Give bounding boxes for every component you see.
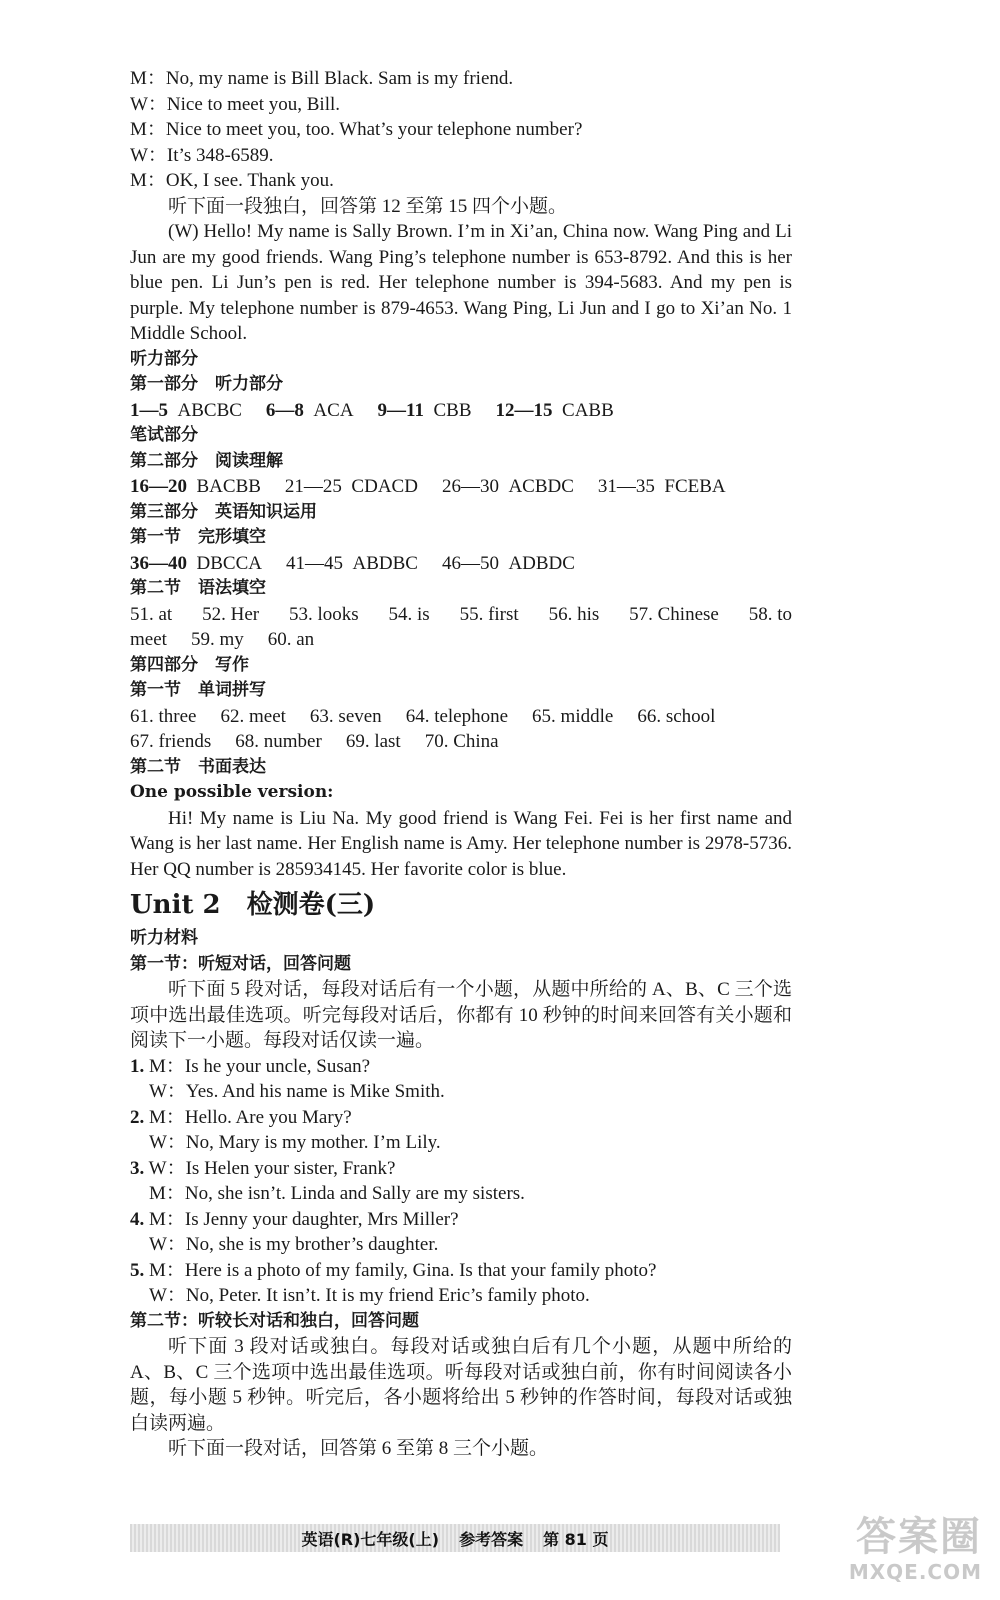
section1-title: 第一节：听短对话，回答问题 — [130, 953, 351, 974]
answer-item: 64. telephone — [405, 705, 509, 727]
dialogue-number: 2. — [130, 1106, 145, 1128]
answer-item: meet — [130, 629, 167, 650]
answer-item: 68. number — [235, 731, 322, 752]
dialogue-line: W：It’s 348-6589. — [130, 144, 274, 166]
answer-range: 6—8 — [265, 399, 304, 421]
watermark-logo-text: 答案圈 — [856, 1514, 982, 1560]
answer-item: 51. at — [130, 603, 173, 625]
instruction-12-15: 听下面一段独白，回答第 12 至第 15 四个小题。 — [168, 195, 568, 217]
heading-part4: 第四部分 写作 — [130, 654, 249, 675]
page-footer — [130, 1524, 780, 1552]
answers-cloze — [130, 551, 792, 577]
footer-label: 参考答案 — [459, 1529, 524, 1549]
dialogue-1 — [130, 1054, 792, 1105]
section1-instruction: 听下面 5 段对话，每段对话后有一个小题，从题中所给的 A、B、C 三个选项中选出最佳选项。听完每段对话后，你都有 10 秒钟的时间来回答有关小题和阅读下一小题。每段对话仅读一遍。 — [130, 979, 792, 1051]
dialogue-line: M：No, she isn’t. Linda and Sally are my sisters. — [149, 1183, 525, 1204]
answer-value: FCEBA — [664, 476, 726, 497]
answer-item: 59. my — [190, 629, 244, 650]
section2-title: 第二节：听较长对话和独白，回答问题 — [130, 1310, 419, 1331]
answer-value: BACBB — [196, 476, 261, 497]
dialogue-line: W：No, Mary is my mother. I’m Lily. — [149, 1132, 441, 1153]
dialogue-line: M：Nice to meet you, too. What’s your telephone number? — [130, 119, 583, 140]
dialogue-5 — [130, 1258, 792, 1309]
section2-instruction: 听下面 3 段对话或独白。每段对话或独白后有几个小题，从题中所给的 A、B、C 三个选项中选出最佳选项。听每段对话或独白前，你有时间阅读各小题，每小题 5 秒钟。听完后，各小题将给出 5 秒钟的作答时间，每段对话或独白读两遍。 — [130, 1336, 792, 1434]
answer-range: 46—50 — [441, 552, 499, 574]
dialogue-line: M：Hello. Are you Mary? — [149, 1106, 352, 1128]
answers-reading — [130, 474, 792, 500]
answer-value: CABB — [562, 399, 614, 421]
dialogue-number: 3. — [130, 1157, 145, 1179]
answer-value: DBCCA — [196, 552, 262, 574]
monologue-text: (W) Hello! My name is Sally Brown. I’m in Xi’an, China now. Wang Ping and Li Jun are my good friends. Wang Ping’s telephone number is 653-8792. And this is her blue pen. Li Jun’s pen is red. Her telephone number is 394-5683. And my pen is purple. My telephone number is 879-4653. Wang Ping, Li Jun and I go to Xi’an No. 1 Middle School. — [130, 221, 792, 344]
answers-grammar-line1 — [130, 602, 792, 628]
footer-subject: 英语(R)七年级(上) — [301, 1529, 440, 1549]
answers-listening — [130, 398, 792, 424]
answer-value: ADBDC — [508, 552, 575, 574]
answer-range: 31—35 — [597, 476, 655, 497]
unit-title: Unit 2 检测卷(三) — [130, 890, 376, 920]
heading-section1-spelling: 第一节 单词拼写 — [130, 680, 266, 700]
answer-item: 70. China — [424, 731, 499, 752]
watermark-url: MXQE.COM — [848, 1560, 982, 1584]
dialogue-4 — [130, 1207, 792, 1258]
answer-range: 16—20 — [130, 476, 187, 497]
answer-range: 12—15 — [495, 399, 553, 421]
dialogue-line: W：Nice to meet you, Bill. — [130, 93, 341, 115]
dialogue-line: W：Is Helen your sister, Frank? — [148, 1157, 396, 1179]
answer-range: 36—40 — [130, 552, 187, 574]
page-content — [130, 66, 792, 1462]
heading-section2-grammar: 第二节 语法填空 — [130, 578, 266, 598]
dialogue-line: M：No, my name is Bill Black. Sam is my friend. — [130, 68, 514, 89]
dialogue-line: M：Here is a photo of my family, Gina. Is that your family photo? — [149, 1259, 657, 1281]
listening-material-heading: 听力材料 — [130, 928, 198, 948]
dialogue-line: W：No, she is my brother’s daughter. — [149, 1234, 439, 1255]
answer-item: 63. seven — [309, 705, 382, 727]
heading-listening-part: 听力部分 — [130, 348, 198, 369]
heading-part1: 第一部分 听力部分 — [130, 374, 283, 394]
answer-range: 1—5 — [130, 399, 168, 421]
answer-item: 53. looks — [288, 603, 359, 625]
heading-written-part: 笔试部分 — [130, 425, 198, 445]
answer-value: ABCBC — [177, 399, 242, 421]
dialogue-line: W：Yes. And his name is Mike Smith. — [149, 1081, 445, 1102]
answer-value: CBB — [433, 399, 472, 421]
answer-range: 41—45 — [285, 552, 343, 574]
dialogue-3 — [130, 1156, 792, 1207]
dialogue-2 — [130, 1105, 792, 1156]
dialogue-line: M：OK, I see. Thank you. — [130, 170, 334, 191]
answer-value: ACBDC — [508, 476, 574, 497]
answer-item: 54. is — [388, 603, 430, 625]
answers-spelling-line2 — [130, 729, 792, 755]
answer-item: 57. Chinese — [629, 603, 719, 625]
answer-item: 69. last — [345, 731, 401, 752]
answer-item: 65. middle — [532, 705, 614, 727]
dialogue-line: M：Is he your uncle, Susan? — [149, 1055, 371, 1077]
answers-grammar-line2 — [130, 627, 792, 653]
answer-range: 26—30 — [441, 476, 499, 497]
dialogue-number: 1. — [130, 1055, 145, 1077]
heading-part2: 第二部分 阅读理解 — [130, 450, 283, 471]
answer-item: 55. first — [459, 603, 519, 625]
dialogue-number: 4. — [130, 1208, 145, 1230]
heading-section2-writing: 第二节 书面表达 — [130, 756, 266, 777]
answer-value: ABDBC — [352, 552, 418, 574]
answer-item: 66. school — [637, 705, 716, 727]
answer-value: CDACD — [351, 476, 418, 497]
instruction-6-8: 听下面一段对话，回答第 6 至第 8 三个小题。 — [168, 1438, 549, 1459]
dialogue-number: 5. — [130, 1259, 145, 1281]
essay-text: Hi! My name is Liu Na. My good friend is Wang Fei. Fei is her first name and Wang is her last name. Her English name is Amy. Her telephone number is 2978-5736. Her QQ number is 285934145. Her favorite color is blue. — [130, 807, 792, 880]
answer-item: 52. Her — [202, 603, 260, 625]
possible-version-label: One possible version: — [130, 782, 334, 802]
answer-item: 61. three — [130, 705, 197, 727]
answer-value: ACA — [313, 399, 354, 421]
answer-range: 21—25 — [284, 476, 342, 497]
heading-section1-cloze: 第一节 完形填空 — [130, 527, 266, 547]
answer-item: 62. meet — [220, 705, 286, 727]
watermark-logo — [792, 1514, 982, 1586]
answer-item: 56. his — [548, 603, 600, 625]
answer-item: 67. friends — [130, 731, 212, 752]
answers-spelling-line1 — [130, 704, 792, 730]
heading-part3: 第三部分 英语知识运用 — [130, 501, 317, 522]
answer-range: 9—11 — [377, 399, 424, 421]
answer-item: 58. to — [748, 603, 792, 625]
dialogue-line: W：No, Peter. It isn’t. It is my friend Eric’s family photo. — [149, 1285, 590, 1306]
footer-page-number: 第 81 页 — [543, 1529, 609, 1549]
dialogue-line: M：Is Jenny your daughter, Mrs Miller? — [149, 1208, 459, 1230]
answer-item: 60. an — [267, 629, 315, 650]
